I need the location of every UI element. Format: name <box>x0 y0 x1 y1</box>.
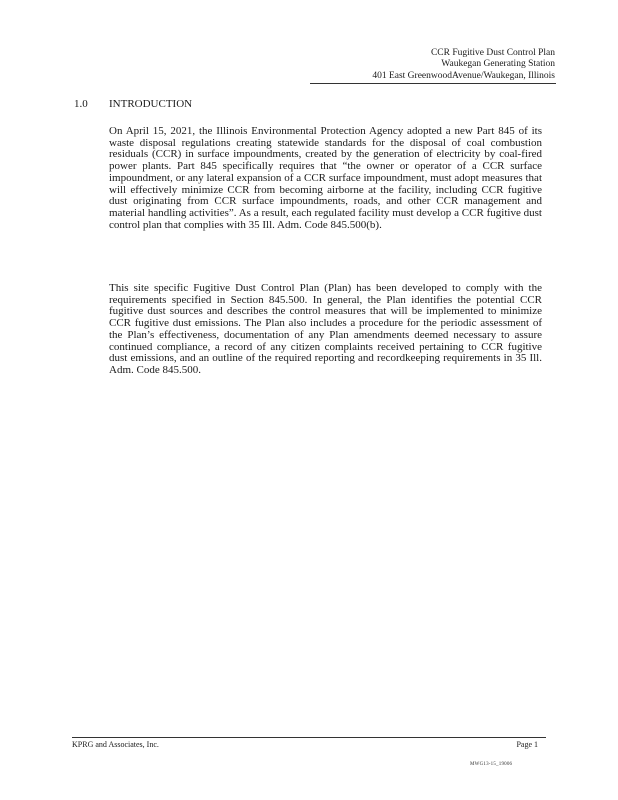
footer-company: KPRG and Associates, Inc. <box>72 740 159 749</box>
section-heading <box>74 98 192 110</box>
header-station-name: Waukegan Generating Station <box>441 59 555 70</box>
header-plan-title: CCR Fugitive Dust Control Plan <box>430 48 555 58</box>
section-number: 1.0 <box>74 98 88 110</box>
header-address: 401 East GreenwoodAvenue/Waukegan, Illinois <box>372 70 555 81</box>
section-title: INTRODUCTION <box>109 98 193 110</box>
intro-paragraph-2: This site specific Fugitive Dust Control Plan (Plan) has been developed to comply with the requirements specified in Section 845.500. In general, the Plan identifies the potential CCR fugitive dust sources and describes the control measures that will be implemented to minimize CCR fugitive dust emissions. The Plan also includes a procedure for the periodic assessment of the Plan’s effectiveness, documentation of any Plan amendments deemed necessary to assure continued compliance, a record of any citizen complaints received pertaining to CCR fugitive dust emissions, and an outline of the required reporting and recordkeeping requirements in 35 Ill. Adm. Code 845.500. <box>109 282 542 376</box>
footer-rule <box>72 737 546 738</box>
header-rule <box>310 83 556 84</box>
intro-paragraph-1: On April 15, 2021, the Illinois Environmental Protection Agency adopted a new Part 845 of its waste disposal regulations creating statewide standards for the disposal of coal combustion residuals (CCR) in surface impoundments, created by the generation of electricity by coal-fired power plants. Part 845 specifically requires that “the owner or operator of a CCR surface impoundment, or any lateral expansion of a CCR surface impoundment, must adopt measures that will effectively minimize CCR from becoming airborne at the facility, including CCR fugitive dust originating from CCR surface impoundments, roads, and other CCR management and material handling activities”. As a result, each regulated facility must develop a CCR fugitive dust control plan that complies with 35 Ill. Adm. Code 845.500(b). <box>109 125 542 231</box>
document-header <box>372 48 555 82</box>
footer-page-number: Page 1 <box>516 740 538 749</box>
document-code: MWG13-15_19006 <box>470 762 513 767</box>
